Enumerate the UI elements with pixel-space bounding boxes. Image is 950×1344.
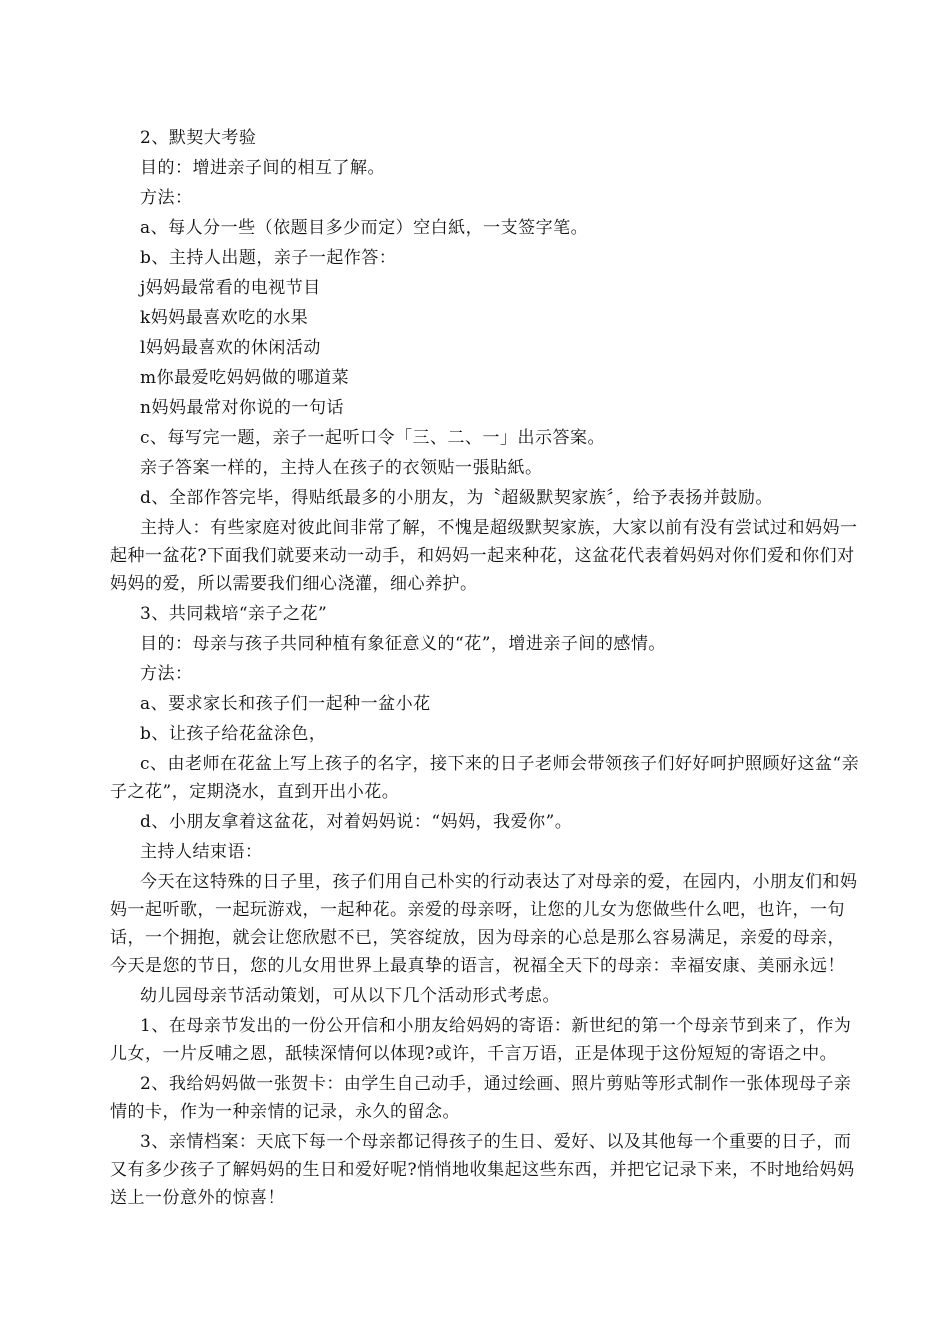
paragraph: 方法： xyxy=(140,664,193,684)
activity-paragraph: 2、我给妈妈做一张贺卡：由学生自己动手，通过绘画、照片剪贴等形式制作一张体现母子亲情的卡，作为一种亲情的记录，永久的留念。 xyxy=(110,1074,852,1122)
paragraph: a、要求家长和孩子们一起种一盆小花 xyxy=(140,694,431,714)
paragraph: b、让孩子给花盆涂色， xyxy=(140,724,327,744)
paragraph: 目的：母亲与孩子共同种植有象征意义的“花”，增进亲子间的感情。 xyxy=(140,634,666,654)
document-body xyxy=(110,124,860,1214)
paragraph: 亲子答案一样的，主持人在孩子的衣领贴一張貼紙。 xyxy=(140,458,543,478)
paragraph: 目的：增进亲子间的相互了解。 xyxy=(140,158,385,178)
paragraph: c、由老师在花盆上写上孩子的名字，接下来的日子老师会带领孩子们好好呵护照顾好这盆“亲子之花”，定期浇水，直到开出小花。 xyxy=(110,754,860,802)
question-item: k妈妈最喜欢吃的水果 xyxy=(140,308,309,328)
question-item: j妈妈最常看的电视节目 xyxy=(140,278,321,298)
activity-paragraph: 3、亲情档案：天底下每一个母亲都记得孩子的生日、爱好、以及其他每一个重要的日子，而又有多少孩子了解妈妈的生日和爱好呢?悄悄地收集起这些东西，并把它记录下来，不时地给妈妈送上一份意外的惊喜！ xyxy=(110,1132,855,1208)
paragraph: c、每写完一题，亲子一起听口令「三、二、一」出示答案。 xyxy=(140,428,606,448)
paragraph: a、每人分一些（依题目多少而定）空白紙，一支签字笔。 xyxy=(140,218,589,238)
paragraph: 主持人结束语： xyxy=(140,842,263,862)
question-item: m你最爱吃妈妈做的哪道菜 xyxy=(140,368,350,388)
question-item: n妈妈最常对你说的一句话 xyxy=(140,398,344,418)
section-heading-3: 3、共同栽培“亲子之花” xyxy=(140,604,328,624)
paragraph: 方法： xyxy=(140,188,193,208)
paragraph: d、小朋友拿着这盆花，对着妈妈说：“妈妈，我爱你”。 xyxy=(140,812,573,832)
host-paragraph: 主持人：有些家庭对彼此间非常了解，不愧是超级默契家族，大家以前有没有尝试过和妈妈一起种一盆花?下面我们就要来动一动手，和妈妈一起来种花，这盆花代表着妈妈对你们爱和你们对妈妈的爱，所以需要我们细心浇灌，细心养护。 xyxy=(110,518,858,594)
activity-paragraph: 1、在母亲节发出的一份公开信和小朋友给妈妈的寄语：新世纪的第一个母亲节到来了，作为儿女，一片反哺之恩，舐犊深情何以体现?或许，千言万语，正是体现于这份短短的寄语之中。 xyxy=(110,1016,852,1064)
question-item: l妈妈最喜欢的休闲活动 xyxy=(140,338,321,358)
closing-paragraph: 今天在这特殊的日子里，孩子们用自己朴实的行动表达了对母亲的爱，在园内，小朋友们和妈妈一起听歌，一起玩游戏，一起种花。亲爱的母亲呀，让您的儿女为您做些什么吧，也许，一句话，一个拥抱，就会让您欣慰不已，笑容绽放，因为母亲的心总是那么容易满足，亲爱的母亲，今天是您的节日，您的儿女用世界上最真挚的语言，祝福全天下的母亲：幸福安康、美丽永远！ xyxy=(110,872,858,976)
section-heading-2: 2、默契大考验 xyxy=(140,128,257,148)
paragraph: d、全部作答完毕，得贴纸最多的小朋友，为〝超級默契家族〞，给予表扬并鼓励。 xyxy=(140,488,773,508)
paragraph: b、主持人出题，亲子一起作答： xyxy=(140,248,397,268)
paragraph: 幼儿园母亲节活动策划，可从以下几个活动形式考虑。 xyxy=(140,986,560,1006)
